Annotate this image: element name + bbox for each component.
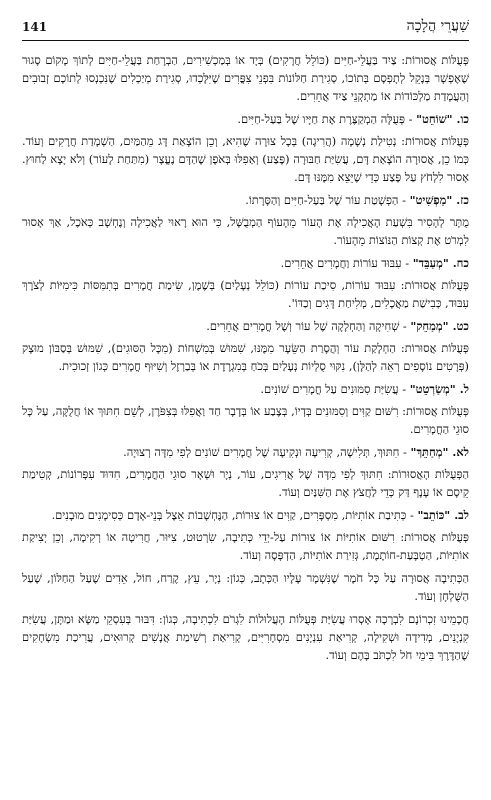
paragraph: פְּעֻלּוֹת אֲסוּרוֹת: צַיִד בַּעֲלֵי-חַיִּים (כּוֹלֵל חֲרָקִים) בְּיָד אוֹ בְּמַכְשִׁירִים, הַבְרָחַת בַּעֲלֵי-חַיִּים לְתוֹךְ מָקוֹם סָגוּר שֶׁאֶפְשָׁר בְּנָקֵל לְתָפְסָם בְּתוֹכוֹ, סְגִירַת חַלּוֹנוֹת בִּפְנֵי צִפֳּרִים שֶׁיִּלָּכְדוּ, סְגִירַת מְיַכְלִים שֶׁנִּכְנְסוּ לְתוֹכָם זְבוּבִים וְהַעֲמָדַת מַלְכּוֹדוֹת אוֹ מַתְקְנֵי צַיִד אֲחֵרִים. bbox=[22, 53, 469, 103]
heading-label: כו. "שׁוֹחֵט" bbox=[416, 112, 469, 126]
heading-label: כז. "מַפְשִׁיט" bbox=[409, 193, 469, 207]
paragraph: הַפְּעֻלּוֹת הָאֲסוּרוֹת: חִתּוּךְ לְפִי מִדָּה שֶׁל אֲרִיגִים, עוֹר, נְיָר וּשְׁאָר סוּגֵי הַחֳמָרִים, חִדּוּד עִפְּרוֹנוֹת, קְטִימַת קֵיסָם אוֹ עָנָף דַּק כְּדֵי לַחֲצֹץ אֶת הַשִּׁנַּיִם וְעוֹד. bbox=[22, 467, 469, 499]
heading-label: ל. "מְשַׂרְטֵט" bbox=[409, 382, 469, 396]
heading-description: - הַפְשָׁטַת עוֹר שֶׁל בַּעַל-חַיִּים וְהַסָּרָתוֹ. bbox=[245, 193, 410, 207]
page-body bbox=[22, 51, 469, 664]
paragraph: הַכְּתִיבָה אֲסוּרָה עַל כָּל חֹמֶר שֶׁנִּשְׁמָר עָלָיו הַכְּתָב, כְּגוֹן: נְיָר, עֵץ, קֶרַח, חוֹל, אֵדִים שֶׁעַל הַחַלּוֹן, שֶׁעַל הַשֻּׁלְחָן וְעוֹד. bbox=[22, 571, 469, 603]
heading-description: - כְּתִיבַת אוֹתִיּוֹת, מִסְפָּרִים, קַוִּים אוֹ צוּרוֹת, הַנֶּחְשָׁבוֹת אֵצֶל בְּנֵי-אָדָם כְּסִימָנִים מוּבָנִים. bbox=[51, 508, 418, 522]
heading-description: - עֲשִׂיַּת סִמּוּנִים עַל חֳמָרִים שׁוֹנִים. bbox=[260, 382, 410, 396]
paragraph: מֻתָּר לְהָסִיר בִּשְׁעַת הָאֲכִילָה אֶת הָעוֹר מֵהָעוֹף הַמְבֻשָּׁל, כִּי הוּא רָאוּי לַאֲכִילָה וְנֶחְשָׁב כְּאֹכֶל, אַךְ אָסוּר לִמְרֹט אֶת קְצוֹת הַנּוֹצוֹת מֵהָעוֹר. bbox=[22, 215, 469, 247]
paragraph: פְּעֻלּוֹת אֲסוּרוֹת: רִשּׁוּם קַוִּים וְסִמּוּנִים בְּדְיוֹ, בְּצֶבַע אוֹ בְּדָבָר חַד וַאֲפִלּוּ בְּצִפֹּרֶן, לְשֵׁם חִתּוּךְ אוֹ חֲלֻקָּה, עַל כָּל סוּגֵי הַחֳמָרִים. bbox=[22, 404, 469, 436]
section-heading bbox=[22, 110, 469, 128]
section-heading bbox=[22, 443, 469, 461]
heading-label: לא. "מְחַתֵּךְ" bbox=[410, 445, 469, 459]
section-heading bbox=[22, 191, 469, 209]
section-heading bbox=[22, 254, 469, 272]
running-head: שַׁעֲרֵי הֲלָכָה bbox=[406, 18, 469, 34]
heading-label: כט. "מְמַחֵק" bbox=[410, 319, 469, 333]
paragraph: פְּעֻלּוֹת אֲסוּרוֹת: רִשּׁוּם אוֹתִיּוֹת אוֹ צוּרוֹת עַל-יְדֵי כְּתִיבָה, שִׂרְטוּט, צִיּוּר, חֲרִיטָה אוֹ רְקִימָה, וְכֵן יְצִיקַת אוֹתִיּוֹת, הַטְבָּעַת-חוֹתֶמֶת, גְּזִירַת אוֹתִיּוֹת, הַדְפָּסָה וְעוֹד. bbox=[22, 530, 469, 562]
section-heading bbox=[22, 506, 469, 524]
heading-description: - פְּעֻלָּה הַמְקַצֶּרֶת אֶת חַיָּיו שֶׁל בַּעַל-חַיִּים. bbox=[237, 112, 417, 126]
heading-label: לב. "כּוֹתֵב" bbox=[417, 508, 469, 522]
paragraph: פְּעֻלּוֹת אֲסוּרוֹת: נְטִילַת נְשָׁמָה (הֲרִיגָה) בְּכָל צוּרָה שֶׁהִיא, וְכֵן הוֹצָאַת דָּג מֵהַמַּיִם, הַשְׁמָדַת חֲרָקִים וְעוֹד. כְּמוֹ כֵן, אֲסוּרָה הוֹצָאַת דָּם, עֲשִׂיַּת חַבּוּרָה (פֶּצַע) וְאַפִלּוּ בְּאֹפֶן שֶׁהַדָּם נֶעֱצָר (מִתַּחַת לָעוֹר) וְלֹא יָצָא לַחוּץ. אָסוּר לִלְחֹץ עַל פֶּצַע כְּדֵי שֶׁיֵּצֵא מִמֶּנּוּ דָּם. bbox=[22, 134, 469, 184]
section-heading bbox=[22, 380, 469, 398]
heading-description: - עִבּוּד עוֹרוֹת וַחֲמָרִים אֲחֵרִים. bbox=[280, 256, 413, 270]
section-heading bbox=[22, 317, 469, 335]
paragraph: פְּעֻלּוֹת אֲסוּרוֹת: עִבּוּד עוֹרוֹת, סִיכַת עוֹרוֹת (כּוֹלֵל נְעָלַיִם) בְּשֶׁמֶן, שִׂימַת חֳמָרִים בְּתִמִּסּוֹת כִּימִיּוֹת לְצֹרֶךְ עִבּוּד, כְּבִישַׁת מַאֲכָלִים, מְלִיחַת דָּגִים וְכַדּוֹ'. bbox=[22, 278, 469, 310]
page-header bbox=[22, 18, 469, 41]
heading-description: - שְׁחִיקָה וְהַחְלָקָה שֶׁל עוֹר וְשֶׁל חֳמָרִים אֲחֵרִים. bbox=[206, 319, 411, 333]
heading-description: - חִתּוּךְ, תְּלִישָׁה, קְרִיעָה וּנְקִיעָה שֶׁל חֳמָרִים שׁוֹנִים לְפִי מִדָּה רְצוּיָה. bbox=[123, 445, 411, 459]
heading-label: כח. "מְעַבֵּד" bbox=[412, 256, 469, 270]
paragraph: חֲכָמֵינוּ זִכְרוֹנָם לִבְרָכָה אָסְרוּ עֲשִׂיַּת פְּעֻלּוֹת הָעֲלוּלוֹת לִגְרֹם לִכְתִיבָה, כְּגוֹן: דִּבּוּר בְּעִסְקֵי מַשָּׂא וּמַתָּן, עֲשִׂיַּת קִנְיָנִים, מְדִידָה וּשְׁקִילָה, קְרִיאַת עִנְיָנִים מִסְחָרִיִּים, קְרִיאַת רְשִׁימַת אֲנָשִׁים קְרוּאִים, עֲרִיכַת מִשְׂחָקִים שֶׁהַדֶּרֶךְ בִּימֵי חֹל לִכְתֹּב בָּהֶם וְעוֹד. bbox=[22, 612, 469, 662]
page-number: 141 bbox=[22, 20, 48, 34]
paragraph: פְּעֻלּוֹת אֲסוּרוֹת: הַחְלָקַת עוֹר וְהֲסָרַת הַשֵּׂעָר מִמֶּנּוּ, שִׁמּוּשׁ בְּמִשְׁחוֹת (מִכָּל הַסּוּגִים), שִׁמּוּשׁ בְּסַבּוֹן מוּצָק (פְּרָטִים נוֹסָפִים רְאֵה לְהַלָּן), נִקּוּי סֻלְיוֹת נְעָלַיִם בְּכֹחַ בְּמִגְרֶדֶת אוֹ בְּבַרְזֶל וְשִׁיּוּף חֳמָרִים כְּגוֹן זְכוּכִית. bbox=[22, 341, 469, 373]
